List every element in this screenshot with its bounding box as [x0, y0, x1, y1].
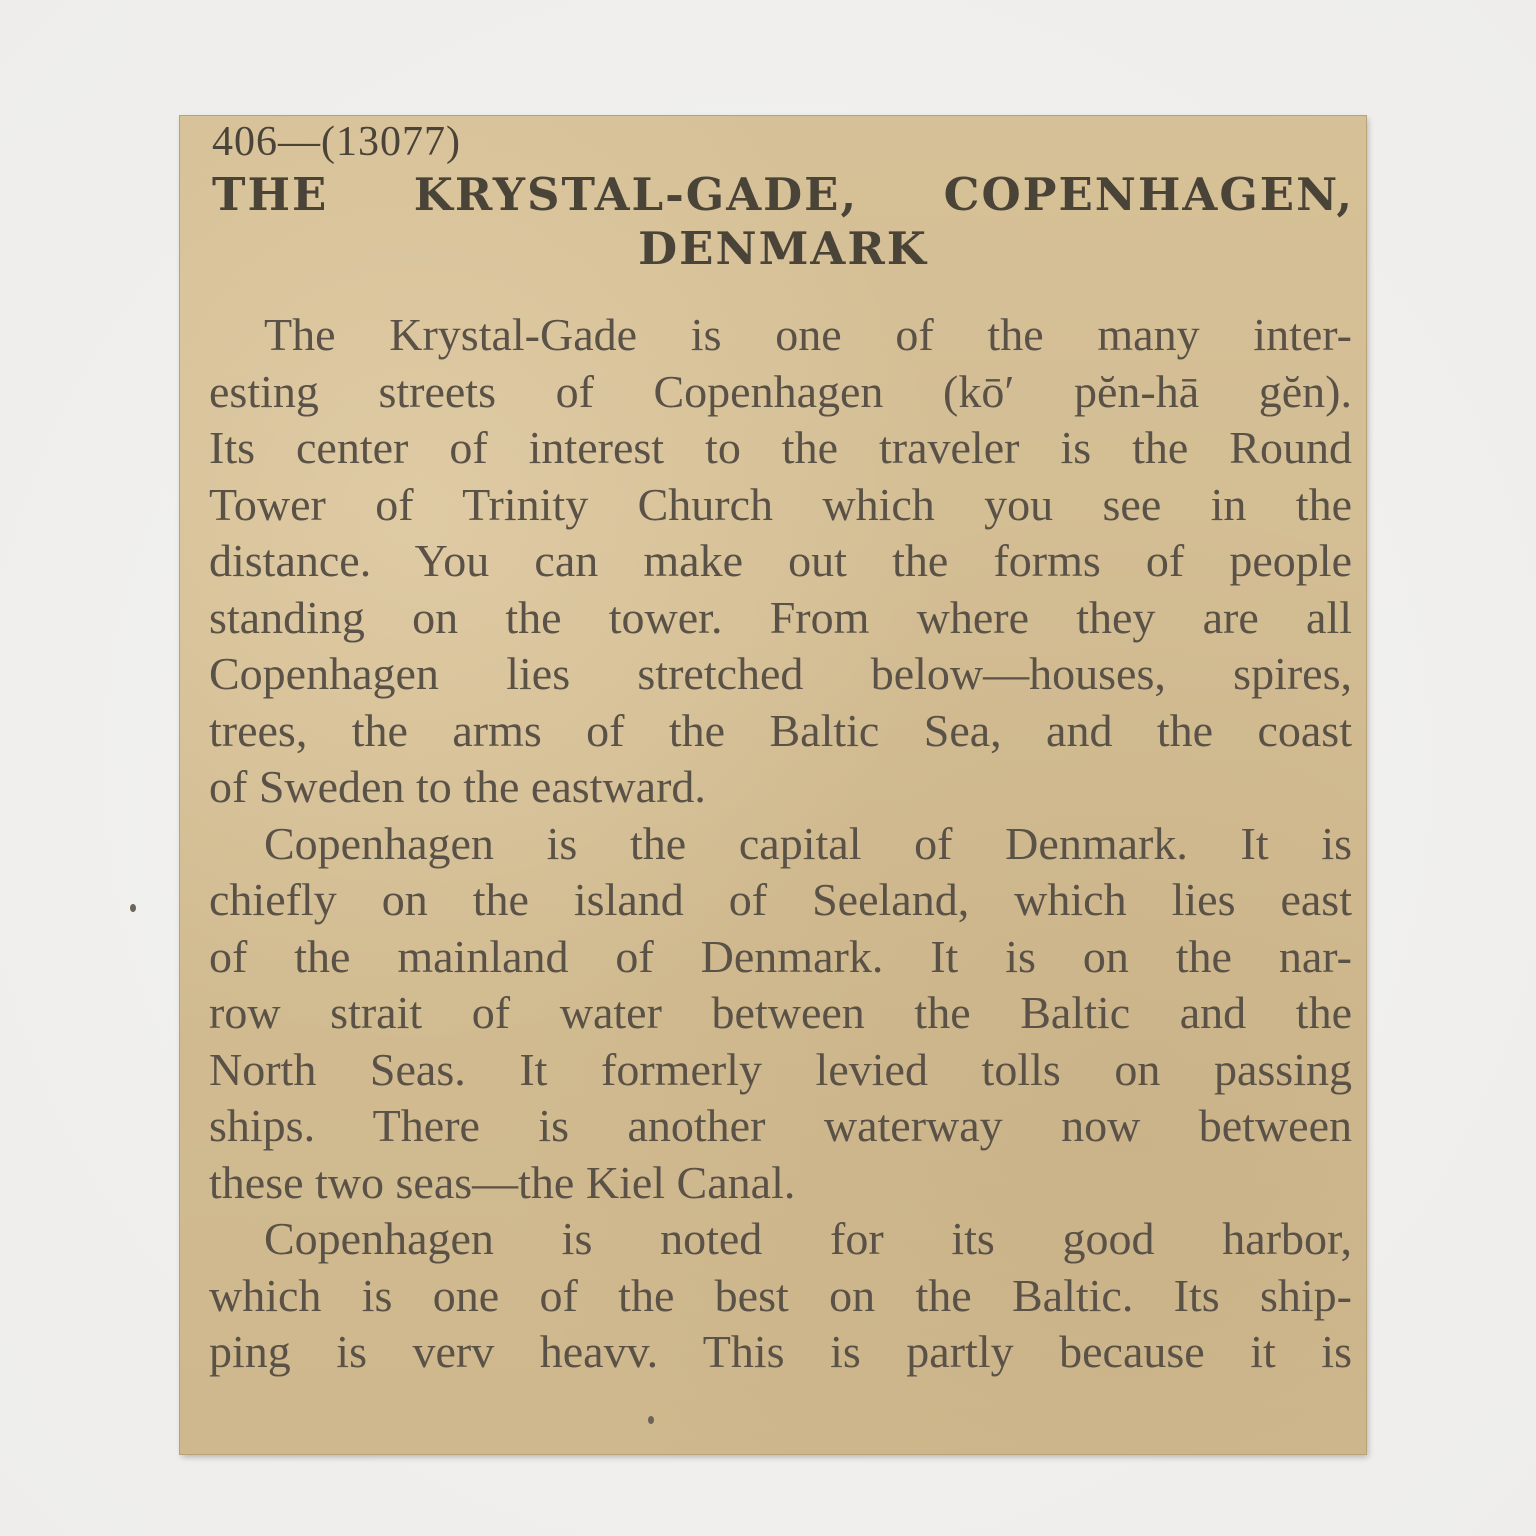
body-line: ships. There is another waterway now between — [209, 1100, 1352, 1151]
dust-speck — [648, 1416, 654, 1424]
body-line: trees, the arms of the Baltic Sea, and the coast — [209, 705, 1352, 756]
dust-speck — [130, 904, 136, 912]
body-line: Copenhagen is noted for its good harbor, — [264, 1213, 1352, 1264]
body-line: Copenhagen lies stretched below—houses, spires, — [209, 648, 1352, 699]
body-line: North Seas. It formerly levied tolls on passing — [209, 1044, 1352, 1095]
body-line: row strait of water between the Baltic and the — [209, 987, 1352, 1038]
body-line: of the mainland of Denmark. It is on the nar- — [209, 931, 1352, 982]
body-line: these two seas—the Kiel Canal. — [209, 1157, 796, 1208]
body-line: of Sweden to the eastward. — [209, 761, 706, 812]
body-line: ping is verv heavv. This is partly because it is — [209, 1326, 1352, 1377]
body-line: Its center of interest to the traveler is the Round — [209, 422, 1352, 473]
catalog-number: 406—(13077) — [212, 119, 461, 165]
body-line: esting streets of Copenhagen (kō′ pĕn-hā gĕn). — [209, 366, 1352, 417]
body-line: standing on the tower. From where they are all — [209, 592, 1352, 643]
body-line: distance. You can make out the forms of people — [209, 535, 1352, 586]
body-line: chiefly on the island of Seeland, which lies east — [209, 874, 1352, 925]
card-title-line-1: THE KRYSTAL-GADE, COPENHAGEN, — [212, 168, 1354, 221]
body-line: Tower of Trinity Church which you see in the — [209, 479, 1352, 530]
body-line: which is one of the best on the Baltic. Its ship- — [209, 1270, 1352, 1321]
body-line: Copenhagen is the capital of Denmark. It is — [264, 818, 1352, 869]
card-title-line-2: DENMARK — [638, 222, 928, 275]
body-line: The Krystal-Gade is one of the many inter- — [264, 309, 1352, 360]
